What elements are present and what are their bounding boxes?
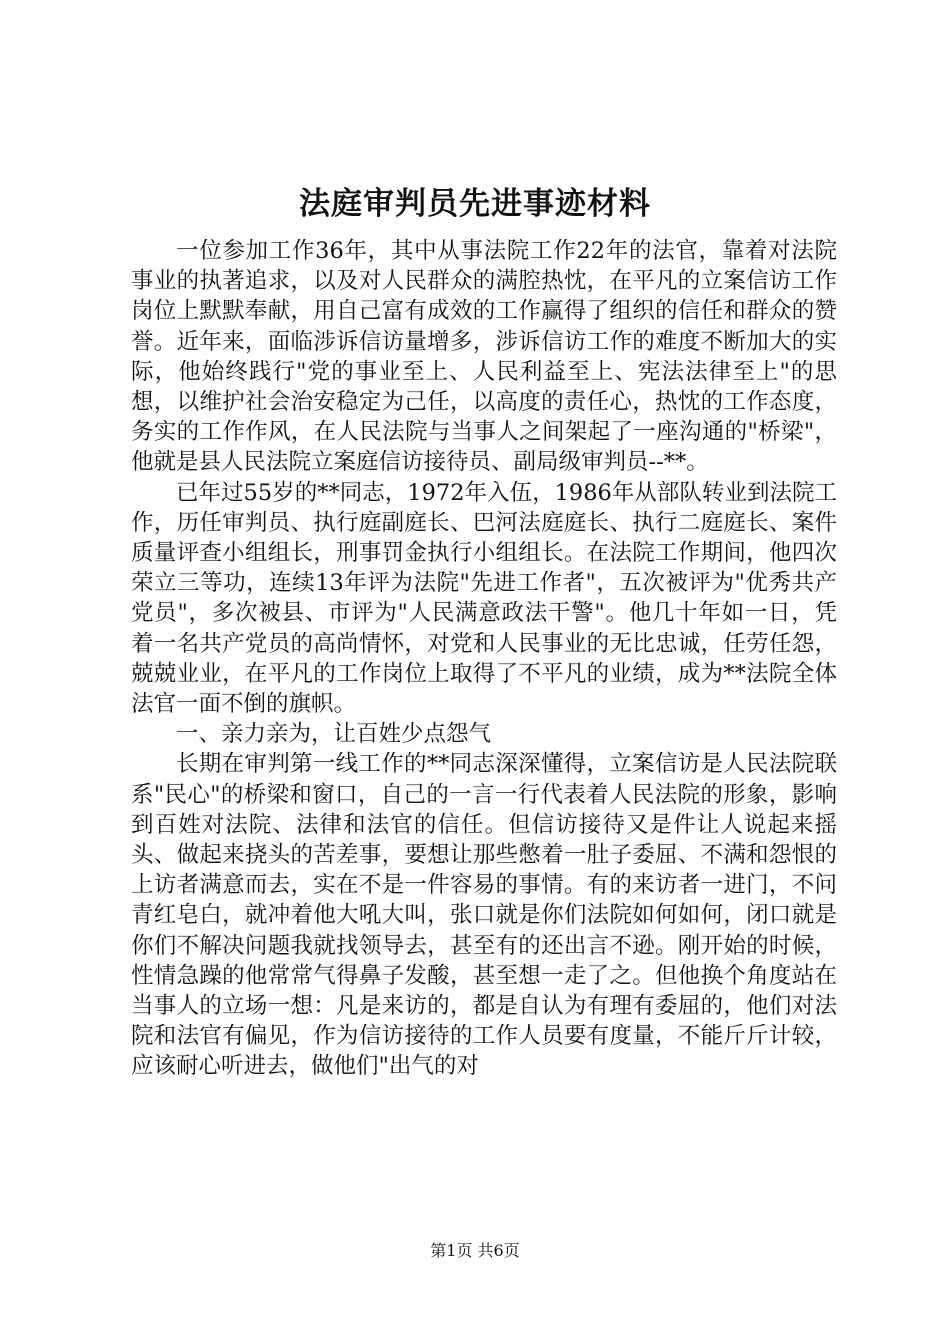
- paragraph-section-1: 长期在审判第一线工作的**同志深深懂得，立案信访是人民法院联系"民心"的桥梁和窗口，自己的一言一行代表着人民法院的形象，影响到百姓对法院、法律和法官的信任。但信访接待又是件让人说起来摇头、做起来挠头的苦差事，要想让那些憋着一肚子委屈、不满和怨恨的上访者满意而去，实在不是一件容易的事情。有的来访者一进门，不问青红皂白，就冲着他大吼大叫，张口就是你们法院如何如何，闭口就是你们不解决问题我就找领导去，甚至有的还出言不逊。刚开始的时候，性情急躁的他常常气得鼻子发酸，甚至想一走了之。但他换个角度站在当事人的立场一想：凡是来访的，都是自认为有理有委屈的，他们对法院和法官有偏见，作为信访接待的工作人员要有度量，不能斤斤计较，应该耐心听进去，做他们"出气的对: [131, 751, 837, 1080]
- section-heading-1: 一、亲力亲为，让百姓少点怨气: [176, 721, 492, 748]
- paragraph-biography: 已年过55岁的**同志，1972年入伍，1986年从部队转业到法院工作，历任审判员、执行庭副庭长、巴河法庭庭长、执行二庭庭长、案件质量评查小组组长，刑事罚金执行小组组长。在法院工作期间，他四次荣立三等功，连续13年评为法院"先进工作者"，五次被评为"优秀共产党员"，多次被县、市评为"人民满意政法干警"。他几十年如一日，凭着一名共产党员的高尚情怀，对党和人民事业的无比忠诚，任劳任怨，兢兢业业，在平凡的工作岗位上取得了不平凡的业绩，成为**法院全体法官一面不倒的旗帜。: [131, 479, 837, 718]
- document-title: 法庭审判员先进事迹材料: [299, 186, 651, 222]
- page-footer: 第1页 共6页: [430, 1241, 520, 1260]
- paragraph-intro: 一位参加工作36年，其中从事法院工作22年的法官，靠着对法院事业的执著追求，以及对人民群众的满腔热忱，在平凡的立案信访工作岗位上默默奉献，用自己富有成效的工作赢得了组织的信任和群众的赞誉。近年来，面临涉诉信访量增多，涉诉信访工作的难度不断加大的实际，他始终践行"党的事业至上、人民利益至上、宪法法律至上"的思想，以维护社会治安稳定为己任，以高度的责任心，热忱的工作态度，务实的工作作风，在人民法院与当事人之间架起了一座沟通的"桥梁"，他就是县人民法院立案庭信访接待员、副局级审判员--**。: [131, 238, 837, 476]
- document-body: [131, 236, 837, 1082]
